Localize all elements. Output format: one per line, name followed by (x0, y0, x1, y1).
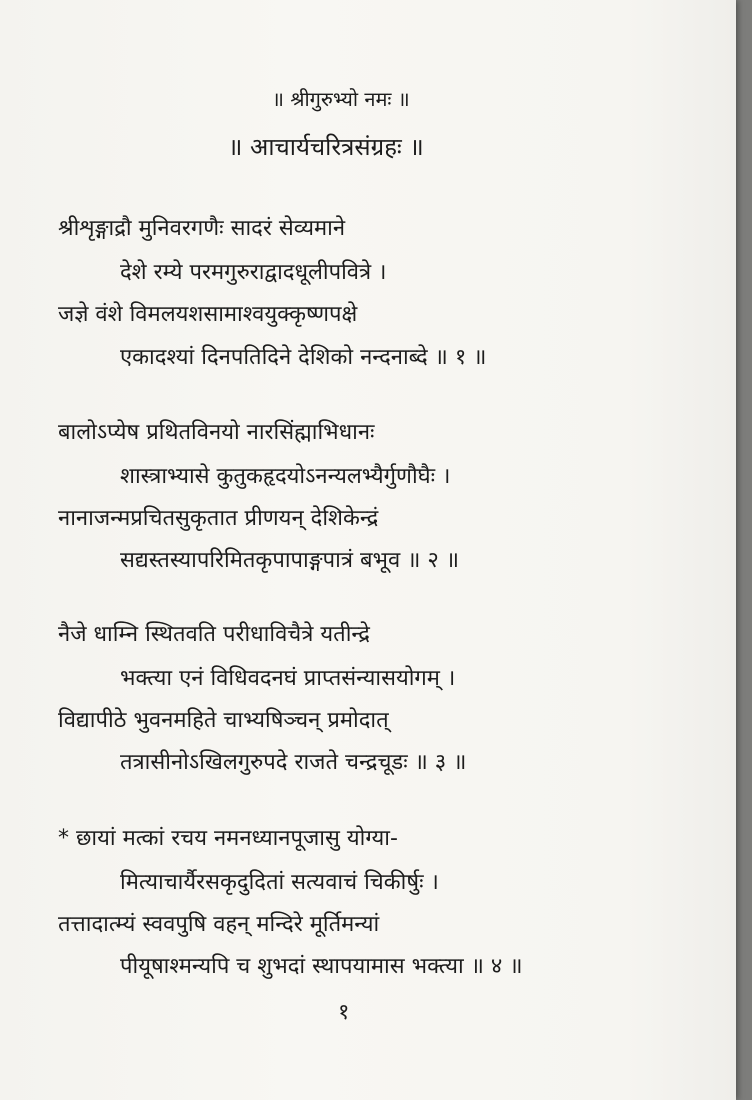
verse-line: नानाजन्मप्रचितसुकृतात प्रीणयन् देशिकेन्द्रं (58, 506, 379, 531)
verse-line: जज्ञे वंशे विमलयशसामाश्वयुक्कृष्णपक्षे (58, 302, 358, 327)
verse-line: नैजे धाम्नि स्थितवति परीधाविचैत्रे यतीन्द्रे (58, 622, 370, 647)
page-title: ॥ आचार्यचरित्रसंग्रहः ॥ (228, 133, 424, 161)
page-number: १ (338, 1000, 350, 1025)
invocation-line: ॥ श्रीगुरुभ्यो नमः ॥ (272, 87, 410, 111)
verse-line: विद्यापीठे भुवनमहिते चाभ्यषिञ्चन् प्रमोदात् (58, 708, 389, 733)
verse-line: सद्यस्तस्यापरिमितकृपापाङ्गपात्रं बभूव ॥ २ ॥ (120, 548, 460, 573)
verse-line: तत्रासीनोऽखिलगुरुपदे राजते चन्द्रचूडः ॥ ३ ॥ (120, 750, 467, 775)
verse-line: बालोऽप्येष प्रथितविनयो नारसिंह्माभिधानः (58, 420, 375, 445)
verse-line: एकादश्यां दिनपतिदिने देशिको नन्दनाब्दे ॥ १ ॥ (120, 345, 487, 370)
verse-line: पीयूषाश्मन्यपि च शुभदां स्थापयामास भक्त्या ॥ ४ ॥ (120, 954, 523, 979)
verse-line: * छायां मत्कां रचय नमनध्यानपूजासु योग्या- (58, 826, 398, 851)
verse-line: शास्त्राभ्यासे कुतुकहृदयोऽनन्यलभ्यैर्गुणौघैः । (120, 464, 451, 489)
verse-line: श्रीशृङ्गाद्रौ मुनिवरगणैः सादरं सेव्यमाने (58, 216, 346, 241)
verse-line: भक्त्या एनं विधिवदनघं प्राप्तसंन्यासयोगम् । (120, 666, 456, 691)
verse-line: देशे रम्ये परमगुरुराद्वादधूलीपवित्रे । (120, 260, 387, 285)
verse-line: तत्तादात्म्यं स्ववपुषि वहन् मन्दिरे मूर्तिमन्यां (58, 912, 380, 937)
verse-line: मित्याचार्यैरसकृदुदितां सत्यवाचं चिकीर्षुः । (120, 870, 439, 895)
